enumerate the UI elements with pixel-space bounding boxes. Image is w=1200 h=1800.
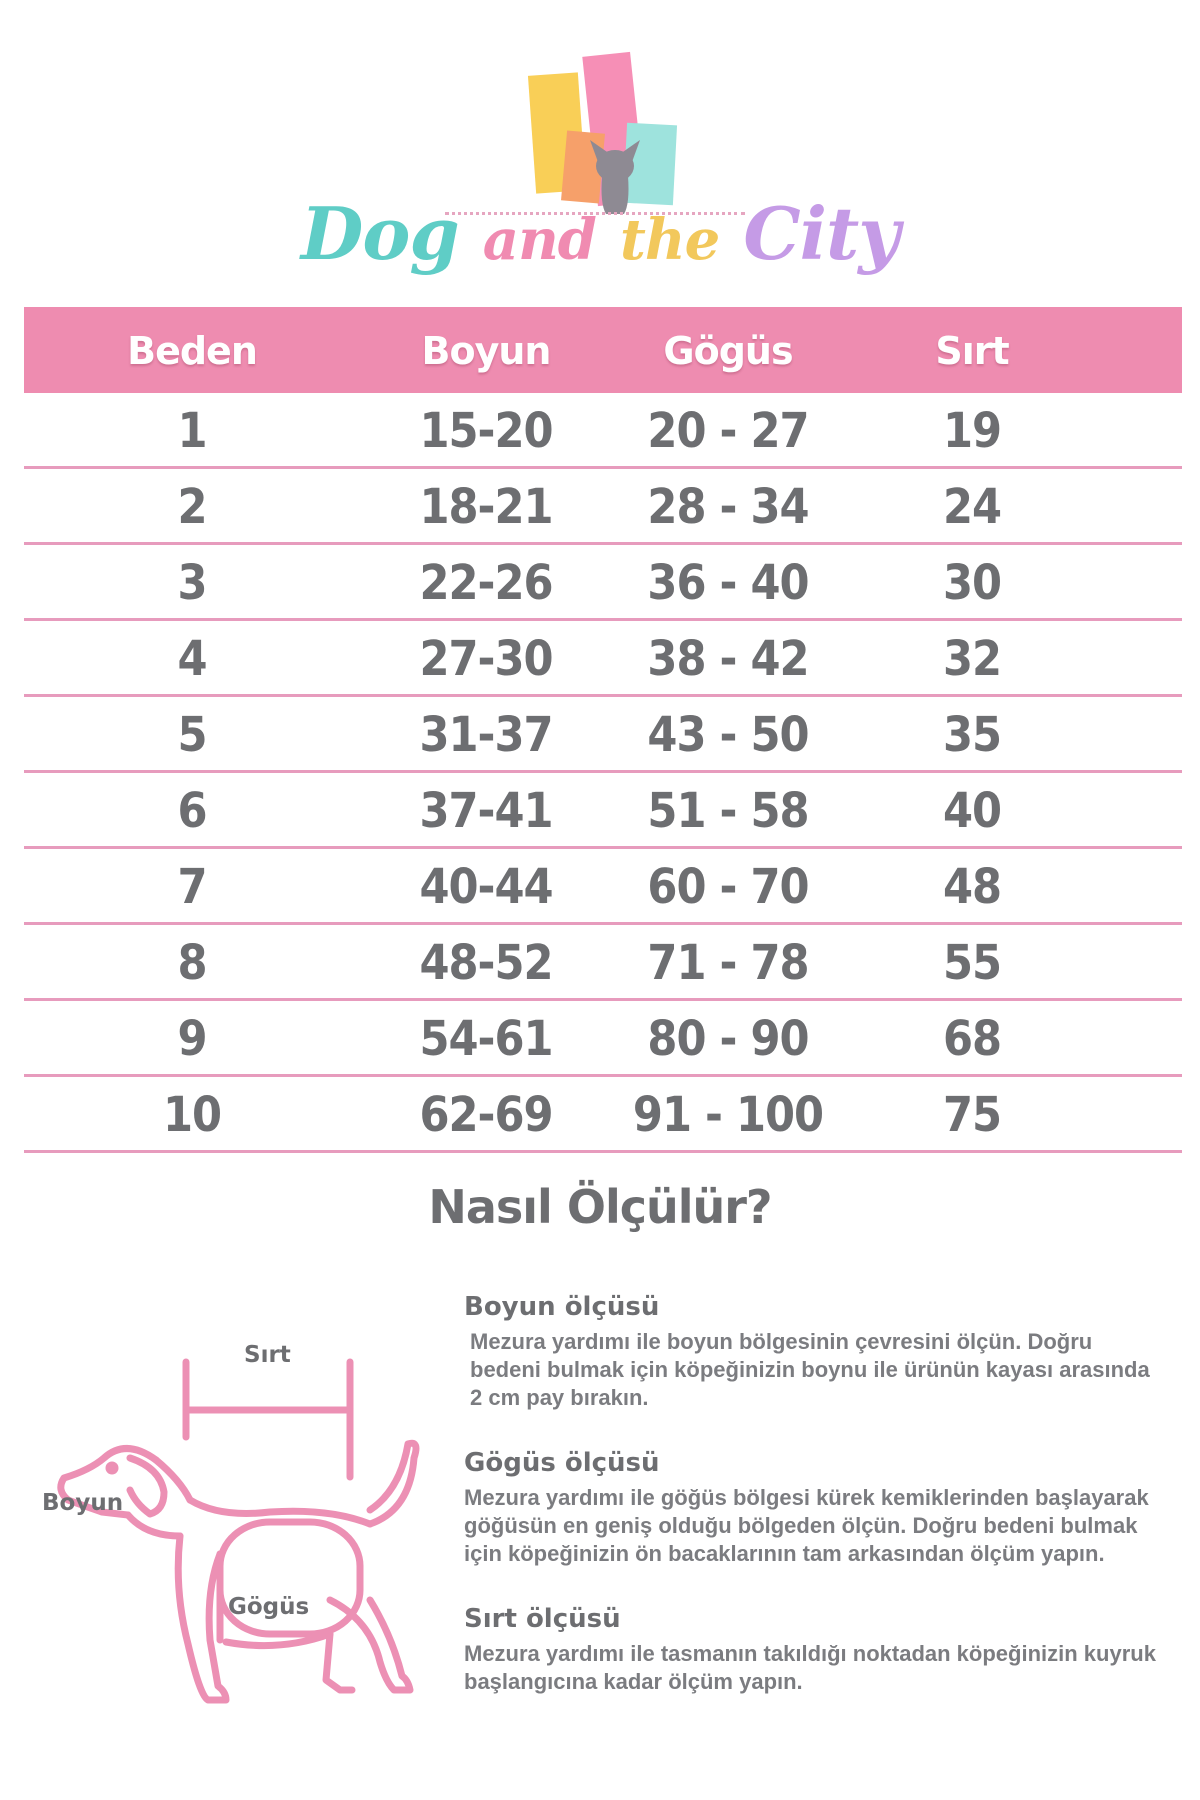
text-line: Mezura yardımı ile boyun bölgesinin çevresini ölçün. Doğru xyxy=(470,1329,1093,1354)
cell-neck: 31-37 xyxy=(419,707,553,763)
cell-neck: 18-21 xyxy=(419,479,553,535)
text-line: göğüsün en geniş olduğu bölgeden ölçün. Doğru bedeni bulmak xyxy=(464,1513,1138,1538)
city-buildings-logo-icon xyxy=(520,44,690,214)
cell-chest: 28 - 34 xyxy=(647,479,809,535)
section-title: Sırt ölçüsü xyxy=(464,1604,621,1634)
cell-size: 6 xyxy=(177,783,207,839)
cell-chest: 91 - 100 xyxy=(632,1087,824,1143)
cell-neck: 62-69 xyxy=(419,1087,553,1143)
cell-back: 19 xyxy=(942,403,1002,459)
section-text xyxy=(464,1640,1174,1696)
cell-back: 40 xyxy=(942,783,1002,839)
cell-back: 48 xyxy=(942,859,1002,915)
column-header-size: Beden xyxy=(127,329,257,373)
table-row xyxy=(24,697,1182,773)
table-row xyxy=(24,1077,1182,1153)
cell-back: 35 xyxy=(942,707,1002,763)
cell-back: 24 xyxy=(942,479,1002,535)
column-header-neck: Boyun xyxy=(421,329,551,373)
text-line: için köpeğinizin ön bacaklarının tam arkasından ölçüm yapın. xyxy=(464,1541,1105,1566)
column-header-back: Sırt xyxy=(935,329,1009,373)
cell-chest: 38 - 42 xyxy=(647,631,809,687)
cell-size: 3 xyxy=(177,555,207,611)
cell-chest: 51 - 58 xyxy=(647,783,809,839)
cell-size: 10 xyxy=(162,1087,222,1143)
cell-size: 8 xyxy=(177,935,207,991)
cell-neck: 27-30 xyxy=(419,631,553,687)
cell-size: 4 xyxy=(177,631,207,687)
how-to-measure-title: Nasıl Ölçülür? xyxy=(428,1180,772,1234)
text-line: başlangıcına kadar ölçüm yapın. xyxy=(464,1669,803,1694)
cell-neck: 37-41 xyxy=(419,783,553,839)
cell-back: 75 xyxy=(942,1087,1002,1143)
table-row xyxy=(24,849,1182,925)
table-row xyxy=(24,1001,1182,1077)
cell-neck: 48-52 xyxy=(419,935,553,991)
brand-word-dog: Dog xyxy=(300,191,459,276)
brand-logo xyxy=(0,0,1200,300)
size-table xyxy=(24,307,1182,1153)
cell-back: 30 xyxy=(942,555,1002,611)
cell-neck: 54-61 xyxy=(419,1011,553,1067)
brand-word-city: City xyxy=(743,191,900,276)
brand-word-the: the xyxy=(620,207,720,273)
dog-outline-icon xyxy=(30,1340,430,1710)
table-row xyxy=(24,393,1182,469)
cell-chest: 43 - 50 xyxy=(647,707,809,763)
cell-chest: 60 - 70 xyxy=(647,859,809,915)
text-line: Mezura yardımı ile göğüs bölgesi kürek kemiklerinden başlayarak xyxy=(464,1485,1149,1510)
section-text xyxy=(464,1328,1174,1412)
section-neck-measurement xyxy=(464,1292,1174,1412)
column-header-chest: Gögüs xyxy=(663,329,793,373)
section-title: Boyun ölçüsü xyxy=(464,1292,660,1322)
cell-size: 7 xyxy=(177,859,207,915)
text-line: 2 cm pay bırakın. xyxy=(470,1385,649,1410)
cell-back: 32 xyxy=(942,631,1002,687)
section-back-measurement xyxy=(464,1604,1174,1696)
cell-chest: 20 - 27 xyxy=(647,403,809,459)
diagram-label-neck: Boyun xyxy=(42,1490,124,1516)
cell-chest: 80 - 90 xyxy=(647,1011,809,1067)
cell-neck: 15-20 xyxy=(419,403,553,459)
cell-chest: 71 - 78 xyxy=(647,935,809,991)
table-header xyxy=(24,307,1182,393)
section-text xyxy=(464,1484,1174,1568)
cell-size: 9 xyxy=(177,1011,207,1067)
text-line: Mezura yardımı ile tasmanın takıldığı noktadan köpeğinizin kuyruk xyxy=(464,1641,1156,1666)
brand-word-and: and xyxy=(482,207,596,273)
cell-size: 5 xyxy=(177,707,207,763)
cell-size: 2 xyxy=(177,479,207,535)
cell-back: 68 xyxy=(942,1011,1002,1067)
diagram-label-chest: Gögüs xyxy=(228,1594,310,1620)
table-row xyxy=(24,773,1182,849)
table-row xyxy=(24,469,1182,545)
cell-chest: 36 - 40 xyxy=(647,555,809,611)
dog-measurement-diagram xyxy=(30,1340,430,1715)
cell-back: 55 xyxy=(942,935,1002,991)
table-row xyxy=(24,925,1182,1001)
cell-neck: 22-26 xyxy=(419,555,553,611)
table-row xyxy=(24,545,1182,621)
diagram-label-back: Sırt xyxy=(244,1342,291,1368)
section-title: Gögüs ölçüsü xyxy=(464,1448,660,1478)
text-line: bedeni bulmak için köpeğinizin boynu ile ürünün kayası arasında xyxy=(470,1357,1150,1382)
brand-wordmark xyxy=(0,191,1200,276)
cell-size: 1 xyxy=(177,403,207,459)
section-chest-measurement xyxy=(464,1448,1174,1568)
cell-neck: 40-44 xyxy=(419,859,553,915)
table-row xyxy=(24,621,1182,697)
